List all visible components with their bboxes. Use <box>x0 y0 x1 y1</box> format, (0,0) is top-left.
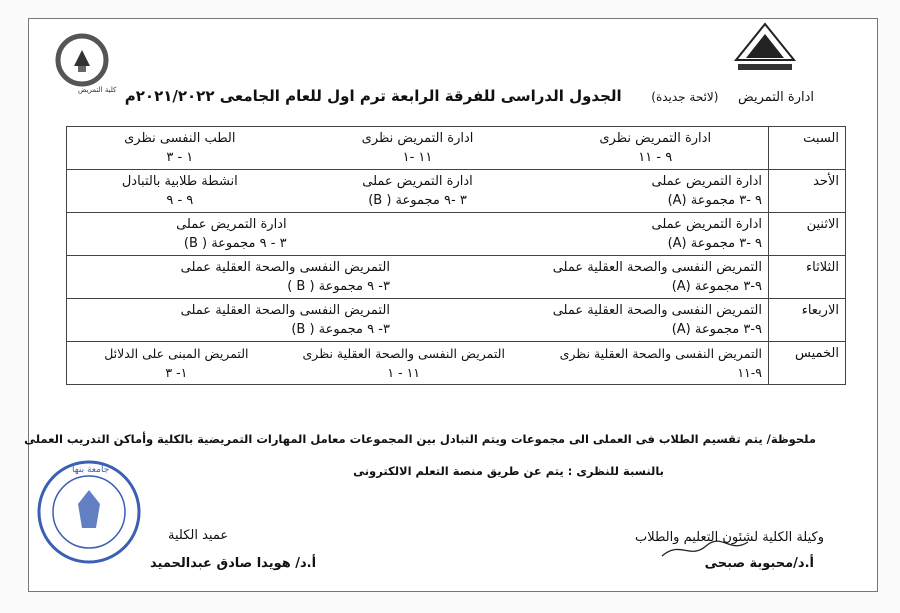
session-slot <box>528 344 762 382</box>
session-slot <box>548 172 762 210</box>
vice-dean-signature-icon <box>660 536 750 562</box>
session-slot <box>73 344 280 382</box>
day-cell: الثلاثاء <box>769 256 846 299</box>
day-cell: الأحد <box>769 170 846 213</box>
sessions-cell <box>67 256 769 299</box>
session-time: ٩-٣ مجموعة (A) <box>671 279 762 294</box>
sessions-cell <box>67 342 769 385</box>
session-slot <box>73 215 287 253</box>
day-cell: الخميس <box>769 342 846 385</box>
table-row <box>67 342 846 385</box>
session-time: ٩ - ٩ <box>166 193 194 208</box>
stamp-text: جامعة بنها <box>72 465 110 475</box>
table-row <box>67 170 846 213</box>
department-name: ادارة التمريض <box>738 90 814 105</box>
session-time: ٣- ٩ مجموعة ( B ) <box>287 279 390 294</box>
session-slot <box>311 215 525 253</box>
course-name: ادارة التمريض عملى <box>362 174 473 189</box>
theory-note: بالنسبة للنظرى : يتم عن طريق منصة التعلم الالكترونى <box>353 464 664 478</box>
session-time: ١١ -١ <box>402 150 433 165</box>
day-cell: الاثنين <box>769 213 846 256</box>
session-slot <box>73 258 390 296</box>
course-name: ادارة التمريض عملى <box>176 217 287 232</box>
faculty-emblem-icon <box>730 20 800 76</box>
course-name: التمريض النفسى والصحة العقلية نظرى <box>302 346 505 361</box>
session-slot <box>311 172 525 210</box>
session-time: ٩-٣ مجموعة (A) <box>671 322 762 337</box>
course-name: انشطة طلابية بالتبادل <box>121 174 238 189</box>
course-name: ادارة التمريض نظرى <box>599 131 712 146</box>
sessions-cell <box>67 213 769 256</box>
session-slot <box>445 258 762 296</box>
session-slot <box>73 129 287 167</box>
session-time: ٣- ٩ مجموعة ( B) <box>291 322 390 337</box>
course-name: التمريض النفسى والصحة العقلية عملى <box>180 260 390 275</box>
session-time: ٣ -٩ مجموعة ( B) <box>368 193 467 208</box>
dean-name: أ.د/ هويدا صادق عبدالحميد <box>150 556 317 571</box>
sessions-cell <box>67 170 769 213</box>
session-time: ١ - ٣ <box>166 150 194 165</box>
session-time: ٩ -٣ مجموعة (A) <box>667 193 762 208</box>
table-row <box>67 256 846 299</box>
vice-dean-title: وكيلة الكلية لشئون التعليم والطلاب <box>634 530 824 545</box>
table-row <box>67 213 846 256</box>
session-slot <box>548 129 762 167</box>
sessions-cell <box>67 127 769 170</box>
course-name: ادارة التمريض نظرى <box>361 131 474 146</box>
document-heading <box>125 86 814 105</box>
vice-dean-name: أ.د/محبوبة صبحى <box>704 556 814 571</box>
session-slot <box>548 215 762 253</box>
session-slot <box>73 301 390 339</box>
course-name: الطب النفسى نظرى <box>124 131 236 146</box>
sessions-cell <box>67 299 769 342</box>
session-slot <box>311 129 525 167</box>
course-name: ادارة التمريض عملى <box>651 174 762 189</box>
regulation-label: (لائحة جديدة) <box>651 90 719 104</box>
session-time: ٩-١١ <box>737 365 762 380</box>
session-slot <box>445 301 762 339</box>
logo-caption: كلية التمريض <box>78 86 117 94</box>
session-slot <box>73 172 287 210</box>
session-slot <box>287 344 521 382</box>
course-name: التمريض النفسى والصحة العقلية عملى <box>552 260 762 275</box>
session-time: ٣ - ٩ مجموعة ( B) <box>183 236 287 251</box>
university-logo <box>52 32 122 96</box>
table-row <box>67 299 846 342</box>
day-cell: السبت <box>769 127 846 170</box>
dean-title: عميد الكلية <box>168 528 229 543</box>
session-time: ٩ -٣ مجموعة (A) <box>667 236 762 251</box>
session-time: ٩ - ١١ <box>638 150 673 165</box>
course-name: التمريض النفسى والصحة العقلية عملى <box>552 303 762 318</box>
schedule-title: الجدول الدراسى للفرقة الرابعة ترم اول للعام الجامعى ٢٠٢١/٢٠٢٢م <box>124 87 622 105</box>
schedule-table <box>66 126 846 385</box>
practical-note: ملحوظة/ يتم تقسيم الطلاب فى العملى الى مجموعات ويتم التبادل بين المجموعات معامل المهارات التمريضية بالكلية وأماكن التدريب العملى <box>24 432 816 446</box>
course-name: التمريض النفسى والصحة العقلية نظرى <box>559 346 762 361</box>
official-stamp-icon <box>34 458 144 566</box>
table-row <box>67 127 846 170</box>
day-cell: الاربعاء <box>769 299 846 342</box>
course-name: التمريض النفسى والصحة العقلية عملى <box>180 303 390 318</box>
session-time: ١١ - ١ <box>387 365 421 380</box>
course-name: ادارة التمريض عملى <box>651 217 762 232</box>
session-time: ١- ٣ <box>165 365 188 380</box>
course-name: التمريض المبنى على الدلائل <box>104 346 249 361</box>
